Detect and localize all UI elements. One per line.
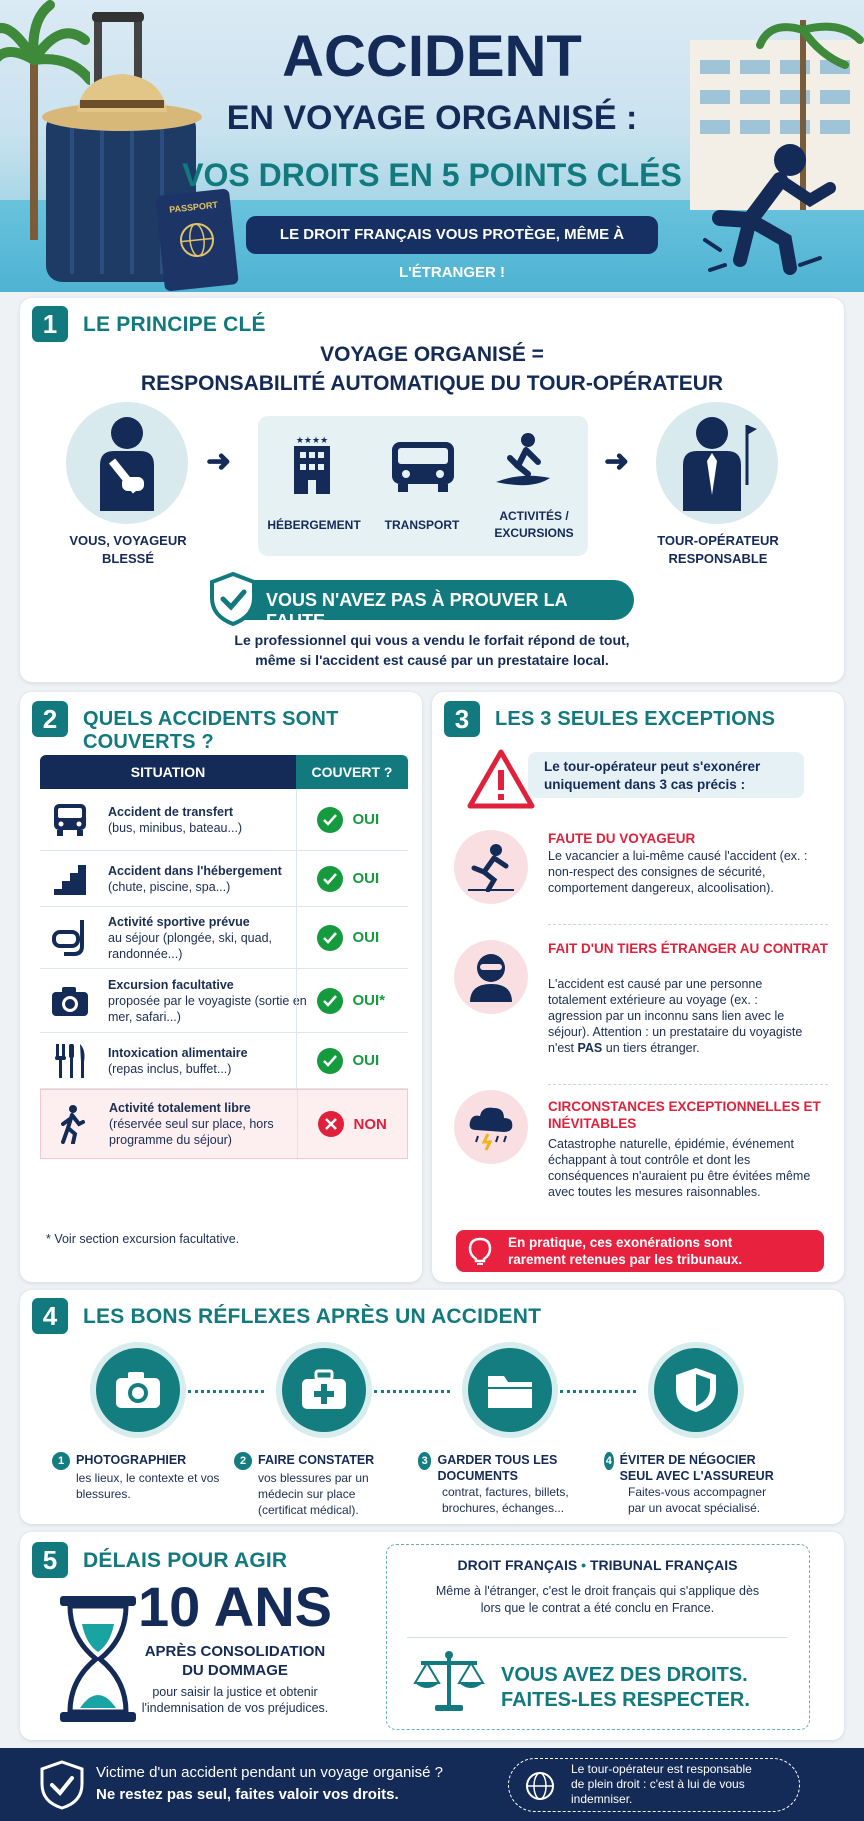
- exception-text: Catastrophe naturelle, épidémie, événement échappant à tout contrôle et dont les conséquences n'auraient pu être évitées même avec toutes les mesures raisonnables.: [548, 1137, 811, 1199]
- exception-text-part: L'accident est causé par une personne totalement extérieure au voyage (ex. : agression par un inconnu sans lien avec le séjour). Attention : un prestataire du voyagiste n'est: [548, 977, 803, 1055]
- rights-line: VOUS AVEZ DES DROITS.: [501, 1664, 748, 1686]
- principle-explanation: [20, 630, 844, 670]
- delay-purpose: [120, 1684, 350, 1716]
- storm-cloud-icon: [454, 1090, 528, 1164]
- table-row: [40, 1033, 408, 1089]
- lightbulb-icon: [468, 1237, 492, 1265]
- situation-cell: [108, 851, 328, 906]
- step-title: ÉVITER DE NÉGOCIER SEUL AVEC L'ASSUREUR: [619, 1453, 774, 1483]
- service-label: HÉBERGEMENT: [267, 518, 361, 532]
- tagline-badge: LE DROIT FRANÇAIS VOUS PROTÈGE, MÊME À L'ÉTRANGER !: [246, 216, 658, 254]
- coverage-cell: [296, 969, 408, 1032]
- footer-note-line: Le tour-opérateur est responsable: [571, 1762, 752, 1776]
- delay-purpose-line: l'indemnisation de vos préjudices.: [141, 1701, 329, 1715]
- divider: [548, 924, 828, 925]
- footer-message: [96, 1762, 443, 1806]
- section-number: 3: [444, 701, 480, 737]
- reflex-step: [52, 1452, 224, 1502]
- shield-check-icon: [210, 572, 256, 626]
- service-label: TRANSPORT: [384, 518, 460, 532]
- footer-line: Victime d'un accident pendant un voyage organisé ?: [96, 1764, 443, 1781]
- rights-slogan: [501, 1663, 750, 1713]
- traveler-label: VOUS, VOYAGEUR BLESSÉ: [69, 533, 187, 566]
- footer-line: Ne restez pas seul, faites valoir vos droits.: [96, 1786, 399, 1803]
- section-title: QUELS ACCIDENTS SONT COUVERTS ?: [83, 708, 339, 753]
- coverage-cell: [296, 851, 408, 906]
- exception-text: [548, 976, 812, 1056]
- passport-illustration: [155, 188, 239, 291]
- coverage-status: OUI: [352, 1052, 380, 1069]
- camera-icon: [40, 969, 100, 1032]
- check-icon: [317, 925, 343, 951]
- delay-start: [130, 1642, 340, 1680]
- section-good-reflexes: [20, 1290, 844, 1524]
- table-row: [40, 969, 408, 1033]
- cross-icon: [318, 1111, 344, 1137]
- section-number: 4: [32, 1298, 68, 1334]
- coverage-cell: [296, 789, 408, 850]
- table-row: [40, 851, 408, 907]
- coverage-cell: [296, 1033, 408, 1088]
- exception-text: Le vacancier a lui-même causé l'accident (ex. : non-respect des consignes de sécurité, comportement dangereux, alcoolisation).: [548, 849, 808, 895]
- practice-banner: [456, 1230, 824, 1272]
- footer-note-box: [508, 1758, 800, 1812]
- coverage-status: OUI: [352, 811, 380, 828]
- situation-cell: [108, 1033, 328, 1088]
- column-header-covered: COUVERT ?: [296, 755, 408, 789]
- footnote: * Voir section excursion facultative.: [46, 1232, 240, 1246]
- stairs-icon: [40, 851, 100, 906]
- practice-text: [508, 1234, 742, 1268]
- coverage-status: OUI: [352, 929, 380, 946]
- delay-start-line: DU DOMMAGE: [182, 1662, 288, 1679]
- headline-line: VOYAGE ORGANISÉ =: [320, 343, 544, 366]
- footer-note: [571, 1762, 752, 1807]
- situation-detail: (chute, piscine, spa...): [108, 879, 231, 894]
- tour-operator-icon: [656, 402, 778, 524]
- situation-detail: (repas inclus, buffet...): [108, 1061, 232, 1076]
- coverage-status: OUI*: [352, 992, 386, 1009]
- situation-cell: [108, 969, 328, 1032]
- hotel-icon: [286, 434, 338, 494]
- intro-line: uniquement dans 3 cas précis :: [544, 777, 746, 792]
- coverage-status: NON: [353, 1115, 387, 1133]
- section-number: 5: [32, 1542, 68, 1578]
- exception-title: CIRCONSTANCES EXCEPTIONNELLES ET INÉVITABLES: [548, 1099, 821, 1131]
- step-text: vos blessures par un médecin sur place (certificat médical).: [258, 1471, 369, 1517]
- section-number: 1: [32, 306, 68, 342]
- situation-title: Accident dans l'hébergement: [108, 863, 282, 878]
- arrow-right-icon: ➜: [206, 445, 232, 478]
- globe-icon: [158, 212, 237, 269]
- footer-note-line: indemniser.: [571, 1792, 633, 1806]
- situation-detail: (bus, minibus, bateau...): [108, 820, 243, 835]
- situation-detail: proposée par le voyagiste (sortie en mer, safari...): [108, 993, 307, 1024]
- divider: [407, 1637, 787, 1638]
- check-icon: [317, 988, 343, 1014]
- explanation-line: Le professionnel qui vous a vendu le forfait répond de tout,: [234, 632, 630, 648]
- snorkel-icon: [40, 907, 100, 968]
- footer-note-line: de plein droit : c'est à lui de vous: [571, 1777, 745, 1791]
- masked-person-icon: [454, 940, 528, 1014]
- bus-icon: [388, 438, 458, 494]
- exception-text-part: un tiers étranger.: [602, 1041, 700, 1055]
- situation-detail: (réservée seul sur place, hors programme du séjour): [109, 1117, 274, 1147]
- services-box: [258, 416, 588, 556]
- slipping-person-icon: [454, 830, 528, 904]
- section-exceptions: [432, 692, 844, 1282]
- operator-label: TOUR-OPÉRATEUR RESPONSABLE: [657, 533, 779, 566]
- surfer-icon: [492, 432, 554, 494]
- check-icon: [317, 807, 343, 833]
- delay-value: 10 ANS: [137, 1575, 332, 1638]
- situation-title: Intoxication alimentaire: [108, 1045, 248, 1060]
- walker-icon: [41, 1090, 101, 1158]
- law-heading-part: DROIT FRANÇAIS: [457, 1557, 578, 1573]
- section-principle: [20, 298, 844, 682]
- law-text-line: Même à l'étranger, c'est le droit français qui s'applique dès: [435, 1584, 760, 1598]
- section-title: LES BONS RÉFLEXES APRÈS UN ACCIDENT: [83, 1305, 542, 1328]
- explanation-line: même si l'accident est causé par un prestataire local.: [255, 652, 609, 668]
- check-icon: [317, 866, 343, 892]
- section-title: LE PRINCIPE CLÉ: [83, 313, 266, 336]
- passport-label: PASSPORT: [168, 199, 219, 215]
- step-number: 4: [604, 1452, 614, 1470]
- step-title: PHOTOGRAPHIER: [76, 1453, 187, 1467]
- connector: [188, 1390, 264, 1393]
- situation-cell: [109, 1090, 329, 1158]
- situation-cell: [108, 789, 328, 850]
- law-text-line: lors que le contrat a été conclu en France.: [480, 1601, 715, 1615]
- shield-icon: [654, 1348, 738, 1432]
- practice-line: En pratique, ces exonérations sont: [508, 1235, 733, 1250]
- section-title: LES 3 SEULES EXCEPTIONS: [495, 708, 776, 730]
- folder-icon: [468, 1348, 552, 1432]
- cutlery-icon: [40, 1033, 100, 1088]
- svg-text:★★★★: ★★★★: [295, 435, 329, 445]
- section-number: 2: [32, 701, 68, 737]
- page-subtitle-key-points: VOS DROITS EN 5 POINTS CLÉS: [182, 157, 682, 193]
- table-row: [40, 1089, 408, 1159]
- principle-headline: [20, 340, 844, 398]
- intro-line: Le tour-opérateur peut s'exonérer: [544, 759, 761, 774]
- reflex-step: [604, 1452, 776, 1516]
- table-row: [40, 789, 408, 851]
- service-label: ACTIVITÉS / EXCURSIONS: [494, 509, 574, 540]
- divider: [548, 1084, 828, 1085]
- check-icon: [317, 1048, 343, 1074]
- section-title: DÉLAIS POUR AGIR: [83, 1549, 288, 1572]
- law-heading: [387, 1557, 808, 1573]
- column-header-situation: SITUATION: [40, 755, 296, 789]
- practice-line: rarement retenues par les tribunaux.: [508, 1252, 743, 1267]
- step-number: 3: [418, 1452, 431, 1470]
- scales-of-justice-icon: [413, 1649, 485, 1713]
- medical-kit-icon: [282, 1348, 366, 1432]
- hero-banner: [0, 0, 864, 292]
- no-proof-text: VOUS N'AVEZ PAS À PROUVER LA FAUTE.: [266, 590, 567, 631]
- coverage-cell: [297, 1090, 409, 1158]
- coverage-table: [40, 755, 408, 1207]
- globe-icon: [525, 1771, 555, 1801]
- warning-icon: [466, 748, 536, 810]
- page-subtitle: EN VOYAGE ORGANISÉ :: [226, 99, 638, 137]
- step-title: GARDER TOUS LES DOCUMENTS: [437, 1453, 558, 1483]
- step-text: Faites-vous accompagner par un avocat spécialisé.: [628, 1485, 767, 1515]
- law-heading-separator: •: [581, 1557, 587, 1573]
- step-number: 2: [234, 1452, 252, 1470]
- footer: [0, 1748, 864, 1821]
- falling-person-icon: [680, 130, 850, 280]
- law-box: [386, 1544, 810, 1730]
- injured-traveler-icon: [66, 402, 188, 524]
- delay-start-line: APRÈS CONSOLIDATION: [144, 1643, 326, 1660]
- situation-title: Activité sportive prévue: [108, 914, 250, 929]
- camera-icon: [96, 1348, 180, 1432]
- law-text: [387, 1583, 808, 1617]
- step-text: contrat, factures, billets, brochures, échanges...: [442, 1485, 569, 1515]
- table-row: [40, 907, 408, 969]
- situation-title: Accident de transfert: [108, 804, 234, 819]
- arrow-right-icon: ➜: [604, 445, 630, 478]
- bus-icon: [40, 789, 100, 850]
- situation-title: Excursion facultative: [108, 977, 234, 992]
- page-title: ACCIDENT: [282, 24, 582, 89]
- exception-title: FAIT D'UN TIERS ÉTRANGER AU CONTRAT: [548, 941, 828, 956]
- situation-title: Activité totalement libre: [109, 1101, 251, 1115]
- connector: [374, 1390, 450, 1393]
- reflex-step: [418, 1452, 590, 1516]
- situation-cell: [108, 907, 328, 968]
- law-heading-part: TRIBUNAL FRANÇAIS: [589, 1557, 738, 1573]
- step-number: 1: [52, 1452, 70, 1470]
- section-deadlines: [20, 1532, 844, 1740]
- connector: [560, 1390, 636, 1393]
- delay-purpose-line: pour saisir la justice et obtenir: [152, 1685, 318, 1699]
- step-text: les lieux, le contexte et vos blessures.: [76, 1471, 220, 1501]
- rights-line: FAITES-LES RESPECTER.: [501, 1689, 750, 1711]
- exceptions-intro: [528, 752, 804, 798]
- exception-title: FAUTE DU VOYAGEUR: [548, 831, 696, 846]
- coverage-status: OUI: [352, 870, 380, 887]
- reflex-step: [234, 1452, 406, 1518]
- headline-line: RESPONSABILITÉ AUTOMATIQUE DU TOUR-OPÉRATEUR: [140, 372, 724, 395]
- exception-text-bold: PAS: [577, 1041, 603, 1055]
- shield-check-icon: [40, 1760, 84, 1810]
- step-title: FAIRE CONSTATER: [258, 1453, 375, 1467]
- situation-detail: au séjour (plongée, ski, quad, randonnée...): [108, 930, 272, 961]
- coverage-cell: [296, 907, 408, 968]
